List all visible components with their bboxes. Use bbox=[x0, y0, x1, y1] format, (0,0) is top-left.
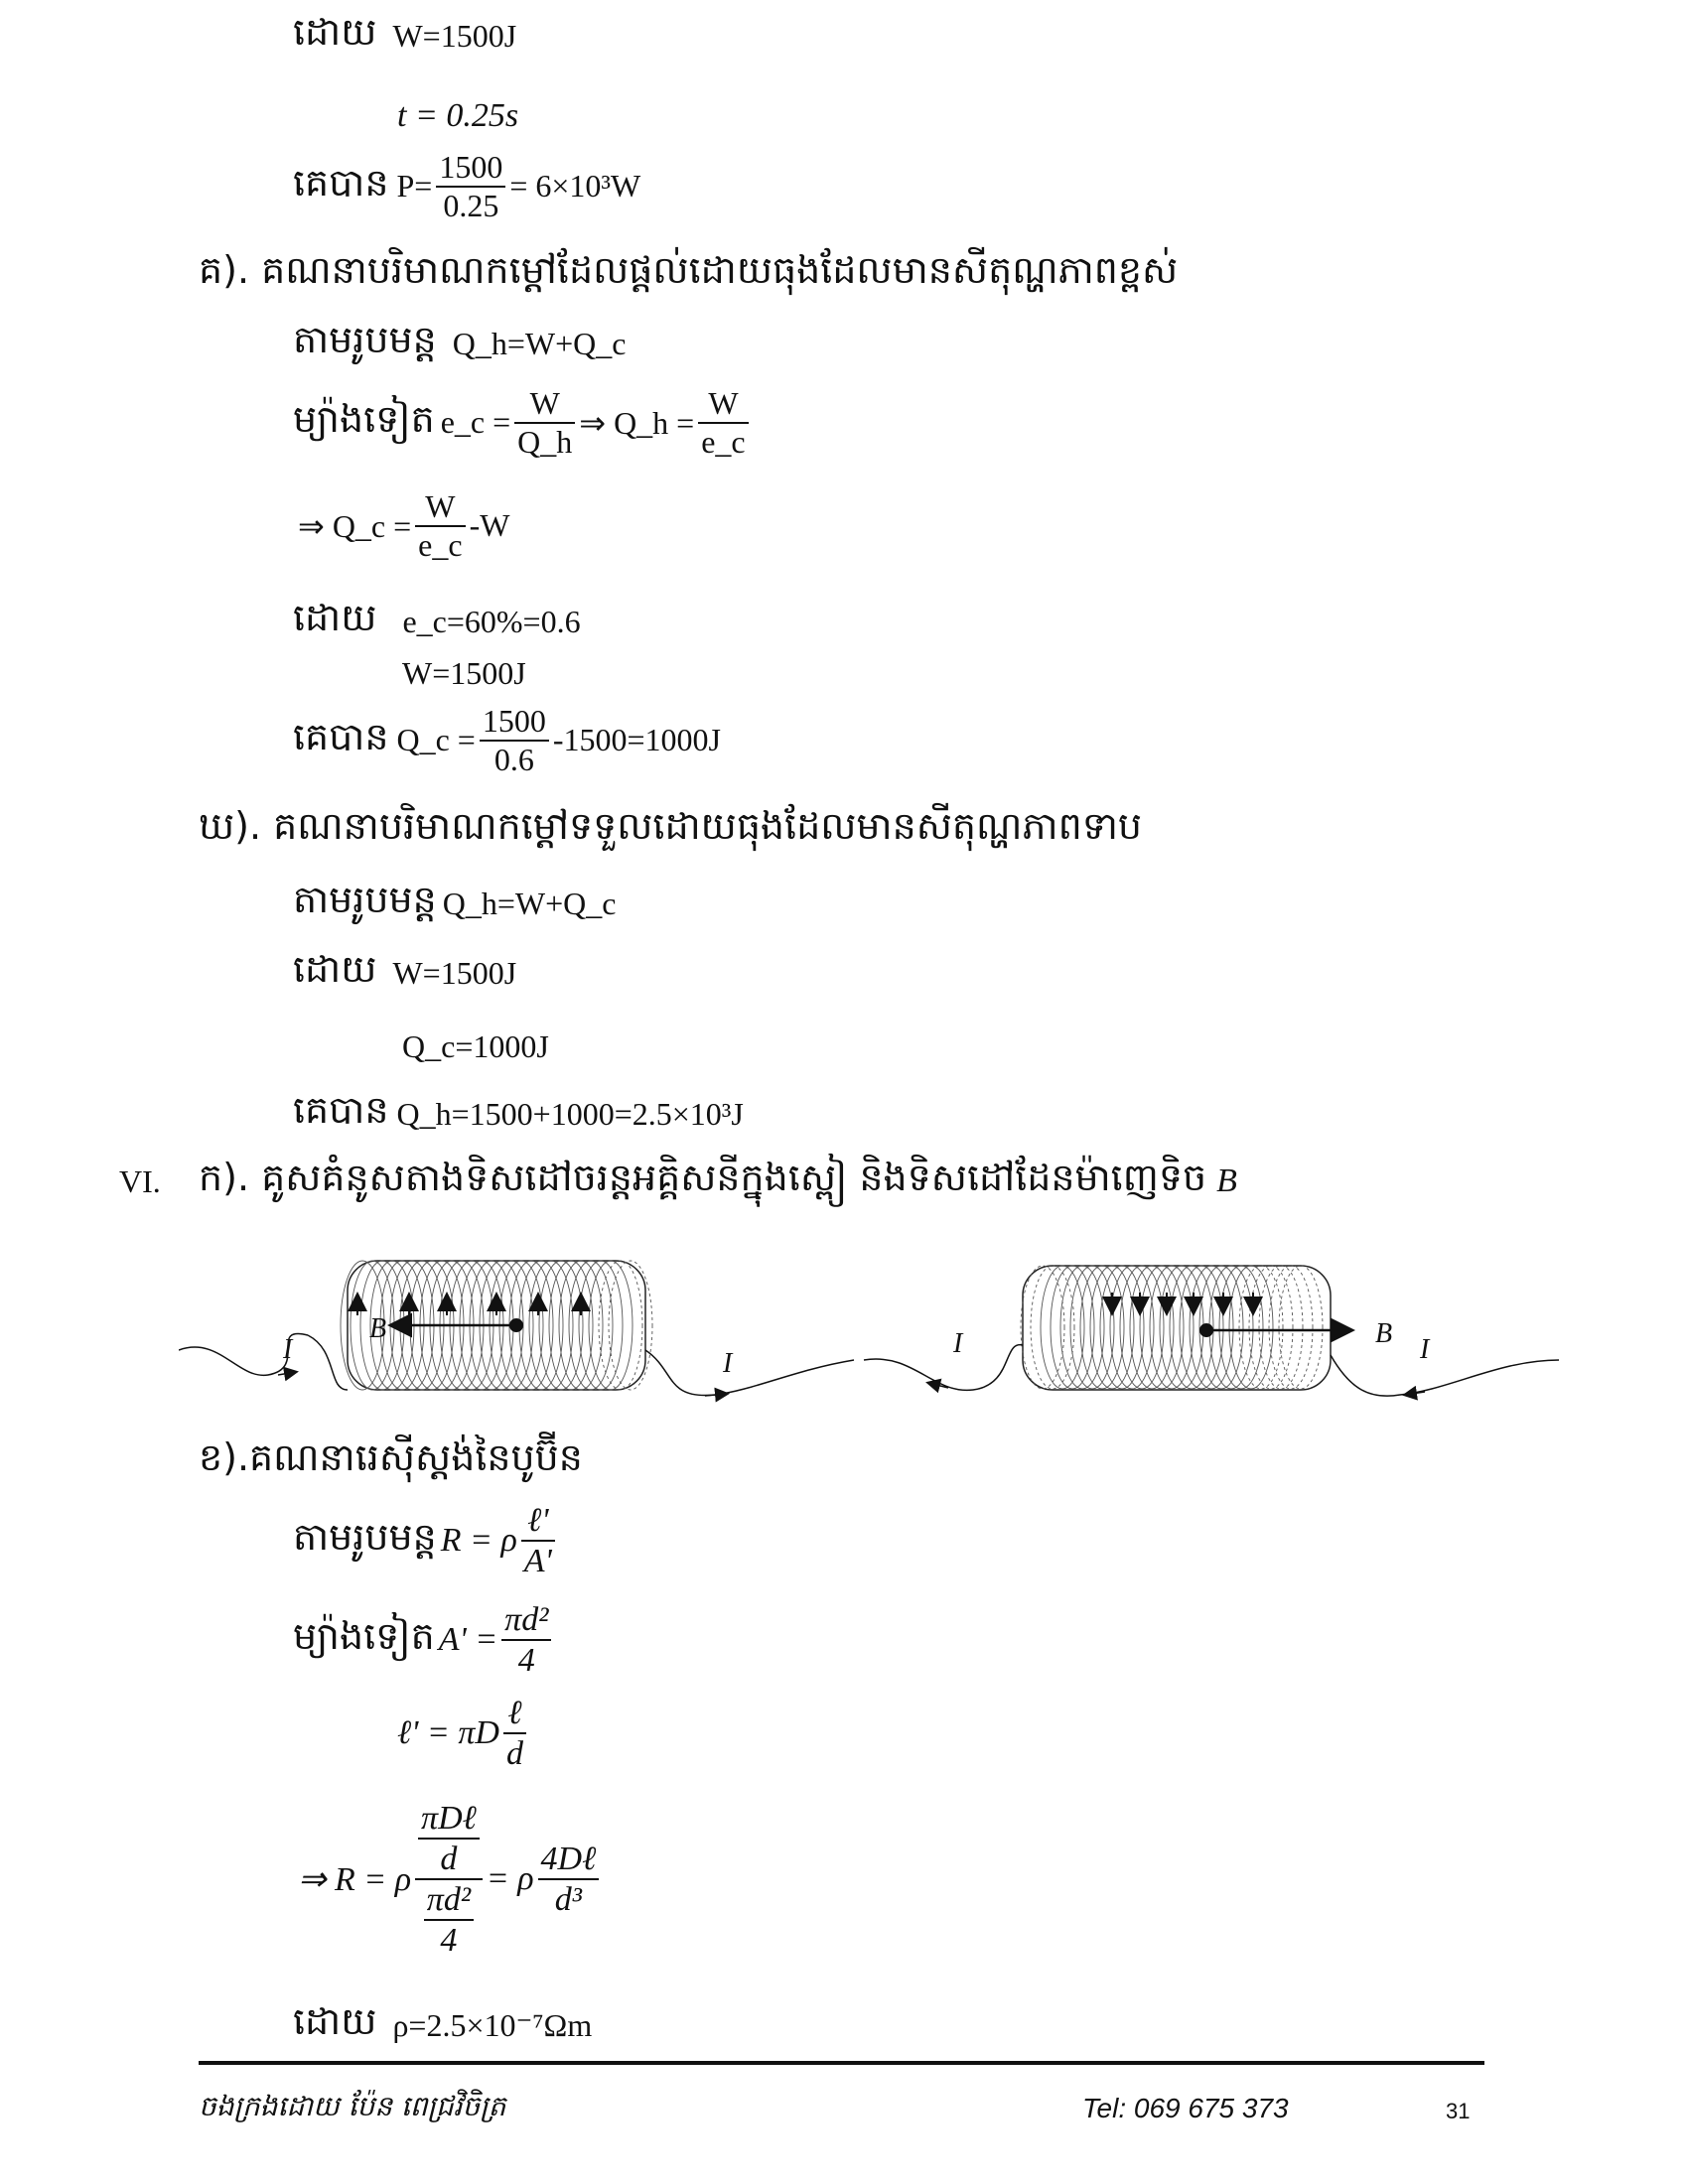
eq-l-lhs: ℓ' = πD bbox=[397, 1714, 499, 1752]
label-tamroubmon: តាមរូបមន្ត bbox=[293, 1515, 437, 1560]
label-daoy: ដោយ bbox=[293, 1999, 377, 2043]
inner-fraction-bottom bbox=[424, 1880, 474, 1960]
frac-num: 4Dℓ bbox=[538, 1840, 600, 1880]
frac-num: 1500 bbox=[436, 149, 505, 188]
line-ec-given bbox=[293, 594, 581, 649]
eq-implies-qh: ⇒ Q_h = bbox=[579, 404, 695, 441]
eq-qh: Q_h=W+Q_c bbox=[452, 325, 627, 361]
i-label-right-2: I bbox=[1420, 1334, 1430, 1365]
current-arrow-left-out bbox=[705, 1394, 727, 1396]
eq-qh: Q_h=W+Q_c bbox=[442, 885, 617, 921]
inner-fraction-top bbox=[418, 1799, 480, 1878]
label-tamroubmon: តាមរូបមន្ត bbox=[293, 318, 437, 361]
line-w-given bbox=[293, 8, 516, 64]
label-daoy: ដោយ bbox=[293, 947, 377, 991]
wire-right-out bbox=[1331, 1355, 1559, 1396]
fraction-l-a bbox=[521, 1501, 555, 1580]
fraction-l-d bbox=[503, 1694, 526, 1773]
heading-section-c: គ). គណនាបរិមាណកម្ដៅដែលផ្ដល់ដោយធុងដែលមានសីតុណ្ហភាពខ្ពស់ bbox=[199, 248, 1179, 292]
right-solenoid bbox=[1021, 1266, 1350, 1390]
label-kebaan: គេបាន bbox=[293, 714, 389, 758]
roman-numeral: VI. bbox=[119, 1163, 161, 1199]
frac-num: ℓ' bbox=[521, 1501, 555, 1542]
line-qh-result bbox=[293, 1086, 744, 1142]
frac-den: 0.6 bbox=[493, 741, 534, 777]
eq-p-rhs: = 6×10³W bbox=[509, 168, 641, 205]
eq-minus-w: -W bbox=[469, 507, 510, 544]
line-r-derivation bbox=[298, 1799, 603, 1960]
eq-a-lhs: A' = bbox=[438, 1621, 498, 1659]
frac-den: d bbox=[505, 1735, 523, 1773]
frac-num: 1500 bbox=[480, 703, 549, 742]
footer-rule bbox=[199, 2061, 1484, 2065]
frac-den: e_c bbox=[418, 526, 463, 563]
current-arrow-left-in bbox=[278, 1372, 296, 1375]
label-kebaan: គេបាន bbox=[293, 1088, 389, 1132]
frac-den: 0.25 bbox=[443, 187, 499, 223]
i-label-right-1: I bbox=[953, 1328, 963, 1359]
frac-num: ℓ bbox=[503, 1694, 526, 1734]
frac-num bbox=[415, 1799, 483, 1880]
heading-section-d: ឃ). គណនាបរិមាណកម្ដៅទទួលដោយធុងដែលមានសីតុណ្ហភាពទាប bbox=[199, 804, 1143, 848]
label-mpeangtiet: ម្យ៉ាងទៀត bbox=[293, 396, 435, 441]
line-qh-formula-2 bbox=[293, 876, 616, 931]
line-qh-formula bbox=[293, 316, 626, 371]
label-kebaan: គេបាន bbox=[293, 160, 389, 205]
footer-tel: Tel: 069 675 373 bbox=[1082, 2093, 1289, 2123]
heading-section-b: ខ).គណនារេស៊ីស្តង់នៃបូប៊ីន bbox=[199, 1435, 583, 1479]
eq-w-given: W=1500J bbox=[402, 655, 526, 691]
b-label-left: B bbox=[369, 1313, 387, 1344]
fraction-power bbox=[436, 149, 505, 224]
label-daoy: ដោយ bbox=[293, 596, 377, 639]
eq-implies-qc: ⇒ Q_c = bbox=[298, 507, 412, 544]
frac-den bbox=[415, 1880, 483, 1960]
fraction-w-ec bbox=[698, 385, 748, 461]
i-label-left-1: I bbox=[283, 1334, 293, 1365]
footer-author: ចងក្រងដោយ ប៉ែន ពេជ្រវិចិត្រ bbox=[199, 2090, 506, 2122]
wire-left-out bbox=[645, 1350, 854, 1396]
b-label-right: B bbox=[1375, 1318, 1393, 1349]
eq-qh-result: Q_h=1500+1000=2.5×10³J bbox=[396, 1095, 744, 1132]
eq-ec-value: e_c=60%=0.6 bbox=[402, 603, 581, 639]
frac-num: πd² bbox=[501, 1600, 551, 1641]
frac-den: 4 bbox=[440, 1922, 458, 1960]
frac-den: d bbox=[440, 1841, 458, 1878]
frac-num: πd² bbox=[424, 1880, 474, 1921]
line-qc-derivation bbox=[298, 488, 509, 564]
eq-rho-value: ρ=2.5×10⁻⁷Ωm bbox=[392, 2007, 593, 2043]
eq-qc-lhs: Q_c = bbox=[396, 722, 476, 758]
i-label-left-2: I bbox=[723, 1348, 733, 1379]
label-daoy: ដោយ bbox=[293, 10, 377, 54]
b-vector-symbol: B bbox=[1216, 1162, 1237, 1199]
line-rho-given bbox=[293, 1997, 592, 2053]
fraction-final bbox=[538, 1840, 600, 1919]
line-area bbox=[293, 1600, 555, 1680]
line-r-formula bbox=[293, 1501, 559, 1580]
label-tamroubmon: តាមរូបមន្ត bbox=[293, 878, 437, 921]
frac-num: W bbox=[698, 385, 748, 424]
line-w-given-2 bbox=[293, 945, 516, 1001]
left-solenoid bbox=[341, 1261, 652, 1390]
line-length bbox=[397, 1694, 530, 1773]
frac-den: 4 bbox=[517, 1642, 535, 1680]
eq-qc-value: Q_c=1000J bbox=[402, 1028, 549, 1064]
frac-num: W bbox=[415, 488, 465, 527]
heading-section-vi bbox=[199, 1154, 1237, 1209]
fraction-w-qh bbox=[514, 385, 575, 461]
line-power bbox=[293, 149, 640, 224]
eq-ec-lhs: e_c = bbox=[440, 404, 511, 441]
eq-r-lhs: R = ρ bbox=[440, 1522, 517, 1560]
frac-num: W bbox=[514, 385, 575, 424]
fraction-area bbox=[501, 1600, 551, 1680]
frac-den: d³ bbox=[554, 1881, 582, 1919]
eq-t: t = 0.25s bbox=[397, 97, 519, 134]
eq-implies-r: ⇒ R = ρ bbox=[298, 1861, 412, 1899]
solenoid-figure bbox=[179, 1241, 1569, 1420]
eq-qc-rhs: -1500=1000J bbox=[552, 722, 721, 758]
eq-p-lhs: P= bbox=[396, 168, 433, 205]
fraction-complex bbox=[415, 1799, 483, 1960]
eq-w: W=1500J bbox=[392, 954, 517, 991]
frac-num: πDℓ bbox=[418, 1799, 480, 1840]
frac-den: e_c bbox=[701, 423, 746, 460]
page-number: 31 bbox=[1446, 2099, 1471, 2123]
frac-den: A' bbox=[523, 1543, 552, 1580]
label-mpeangtiet: ម្យ៉ាងទៀត bbox=[293, 1614, 435, 1659]
eq-w: W=1500J bbox=[392, 17, 517, 54]
line-efficiency bbox=[293, 385, 753, 461]
wire-right-in bbox=[864, 1345, 1023, 1391]
eq-rho: = ρ bbox=[486, 1860, 534, 1898]
line-qc-result bbox=[293, 703, 721, 778]
fraction-w-ec bbox=[415, 488, 465, 564]
frac-den: Q_h bbox=[517, 423, 573, 460]
heading-text: ក). គូសគំនូសតាងទិសដៅចរន្តអគ្គិសនីក្នុងស្ពៀ និងទិសដៅដែនម៉ាញេទិច bbox=[199, 1156, 1207, 1199]
fraction-qc bbox=[480, 703, 549, 778]
